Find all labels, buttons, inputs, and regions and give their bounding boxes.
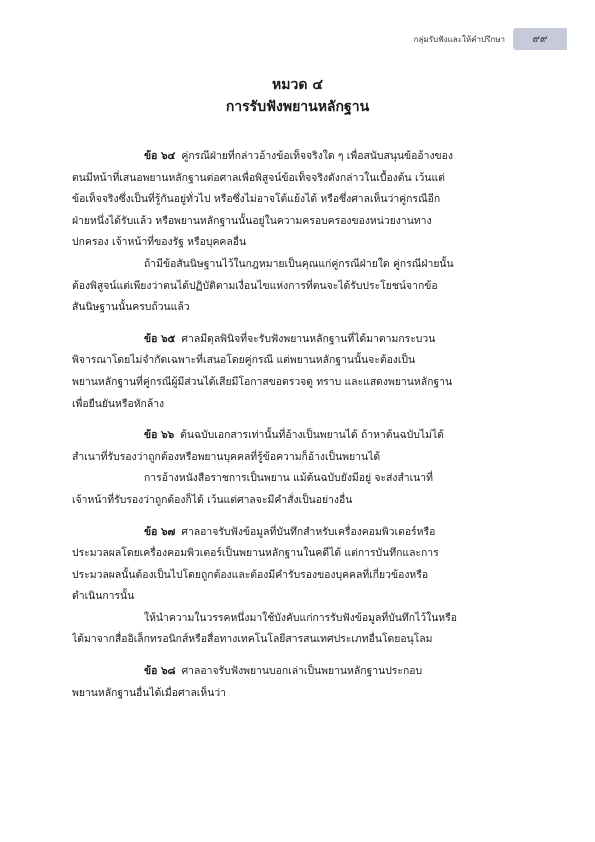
text-line xyxy=(72,608,524,630)
text-line xyxy=(72,232,524,254)
line-text: ประมวลผลนั้นต้องเป็นไปโดยถูกต้องและต้องมีคำรับรองของบุคคลที่เกี่ยวข้องหรือ xyxy=(72,568,429,581)
line-text: ถ้ามีข้อสันนิษฐานไว้ในกฎหมายเป็นคุณแก่คู่กรณีฝ่ายใด คู่กรณีฝ่ายนั้น xyxy=(144,257,454,270)
text-line xyxy=(72,447,524,469)
section-gap xyxy=(72,651,524,661)
line-text: ได้มาจากสื่ออิเล็กทรอนิกส์หรือสื่อทางเทคโนโลยีสารสนเทศประเภทอื่นโดยอนุโลม xyxy=(72,633,433,646)
section-label: ข้อ ๖๖ xyxy=(144,429,175,442)
page-number-tab xyxy=(513,28,567,50)
section-label: ข้อ ๖๔ xyxy=(144,150,176,162)
paragraph xyxy=(72,468,524,511)
line-text: ให้นำความในวรรคหนึ่งมาใช้บังคับแก่การรับฟังข้อมูลที่บันทึกไว้ในหรือ xyxy=(144,611,457,624)
running-title: กลุ่มรับฟังและให้คำปรึกษา xyxy=(413,34,505,44)
line-text: การอ้างหนังสือราชการเป็นพยาน แม้ต้นฉบับยังมีอยู่ จะส่งสำเนาที่ xyxy=(144,472,433,485)
text-line xyxy=(72,683,524,705)
line-text: พยานหลักฐานอื่นได้เมื่อศาลเห็นว่า xyxy=(72,686,226,699)
text-line xyxy=(72,254,524,276)
text-line xyxy=(72,565,524,587)
paragraph xyxy=(72,425,524,468)
text-line xyxy=(72,468,524,490)
line-text: สำเนาที่รับรองว่าถูกต้องหรือพยานบุคคลที่รู้ข้อความก็อ้างเป็นพยานได้ xyxy=(72,450,381,463)
section-gap xyxy=(72,415,524,425)
line-text: พิจารณาโดยไม่จำกัดเฉพาะที่เสนอโดยคู่กรณี แต่พยานหลักฐานนั้นจะต้องเป็น xyxy=(72,354,416,367)
text-line xyxy=(72,522,524,544)
line-text: ตนมีหน้าที่เสนอพยานหลักฐานต่อศาลเพื่อพิสูจน์ข้อเท็จจริงดังกล่าวในเบื้องต้น เว้นแต่ xyxy=(72,171,445,184)
text-line xyxy=(72,276,524,298)
page-number: ๙๙ xyxy=(532,33,548,45)
text-line xyxy=(72,297,524,319)
running-header xyxy=(414,28,567,50)
text-line xyxy=(72,372,524,394)
section-label: ข้อ ๖๕ xyxy=(144,332,176,345)
text-line xyxy=(72,490,524,512)
section xyxy=(72,329,524,415)
line-text: ปกครอง เจ้าหน้าที่ของรัฐ หรือบุคคลอื่น xyxy=(72,236,247,249)
text-line xyxy=(72,146,524,168)
line-text: สันนิษฐานนั้นครบถ้วนแล้ว xyxy=(72,301,190,314)
body-text xyxy=(72,146,524,704)
text-line xyxy=(72,543,524,565)
section xyxy=(72,146,524,319)
section xyxy=(72,425,524,511)
line-text: พยานหลักฐานที่คู่กรณีผู้มีส่วนได้เสียมีโอกาสขอตรวจดู ทราบ และแสดงพยานหลักฐาน xyxy=(72,375,453,388)
line-text: ต้องพิสูจน์แต่เพียงว่าตนได้ปฏิบัติตามเงื่อนไขแห่งการที่ตนจะได้รับประโยชน์จากข้อ xyxy=(72,279,438,292)
text-line xyxy=(72,189,524,211)
line-text: ศาลอาจรับฟังพยานบอกเล่าเป็นพยานหลักฐานประกอบ xyxy=(181,665,423,678)
chapter-title: การรับฟังพยานหลักฐาน xyxy=(225,99,370,115)
line-text: ประมวลผลโดยเครื่องคอมพิวเตอร์เป็นพยานหลักฐานในคดีได้ แต่การบันทึกและการ xyxy=(72,547,439,560)
line-text: ฝ่ายหนึ่งได้รับแล้ว หรือพยานหลักฐานนั้นอยู่ในความครอบครองของหน่วยงานทาง xyxy=(72,214,432,227)
section xyxy=(72,522,524,652)
text-line xyxy=(72,329,524,351)
line-text: ต้นฉบับเอกสารเท่านั้นที่อ้างเป็นพยานได้ ถ้าหาต้นฉบับไม่ได้ xyxy=(180,429,444,442)
section-label: ข้อ ๖๗ xyxy=(144,525,176,538)
line-text: เจ้าหน้าที่รับรองว่าถูกต้องก็ได้ เว้นแต่ศาลจะมีคำสั่งเป็นอย่างอื่น xyxy=(72,493,353,506)
text-line xyxy=(72,168,524,190)
paragraph xyxy=(72,608,524,651)
line-text: คู่กรณีฝ่ายที่กล่าวอ้างข้อเท็จจริงใด ๆ เพื่อสนับสนุนข้ออ้างของ xyxy=(181,150,453,162)
paragraph xyxy=(72,522,524,608)
paragraph xyxy=(72,329,524,415)
section xyxy=(72,661,524,704)
paragraph xyxy=(72,146,524,254)
line-text: ดำเนินการนั้น xyxy=(72,590,135,603)
paragraph xyxy=(72,254,524,319)
section-gap xyxy=(72,319,524,329)
chapter-number: หมวด ๔ xyxy=(272,77,323,93)
paragraph xyxy=(72,661,524,704)
line-text: เพื่อยืนยันหรือหักล้าง xyxy=(72,397,165,410)
text-line xyxy=(72,211,524,233)
text-line xyxy=(72,425,524,447)
text-line xyxy=(72,629,524,651)
line-text: ศาลมีดุลพินิจที่จะรับฟังพยานหลักฐานที่ได้มาตามกระบวน xyxy=(181,332,436,345)
chapter-heading xyxy=(0,74,595,118)
text-line xyxy=(72,661,524,683)
line-text: ศาลอาจรับฟังข้อมูลที่บันทึกสำหรับเครื่องคอมพิวเตอร์หรือ xyxy=(181,525,436,538)
section-gap xyxy=(72,512,524,522)
text-line xyxy=(72,586,524,608)
text-line xyxy=(72,394,524,416)
line-text: ข้อเท็จจริงซึ่งเป็นที่รู้กันอยู่ทั่วไป หรือซึ่งไม่อาจโต้แย้งได้ หรือซึ่งศาลเห็นว่าคู่กรณีอีก xyxy=(72,193,441,206)
section-label: ข้อ ๖๘ xyxy=(144,665,176,678)
text-line xyxy=(72,350,524,372)
